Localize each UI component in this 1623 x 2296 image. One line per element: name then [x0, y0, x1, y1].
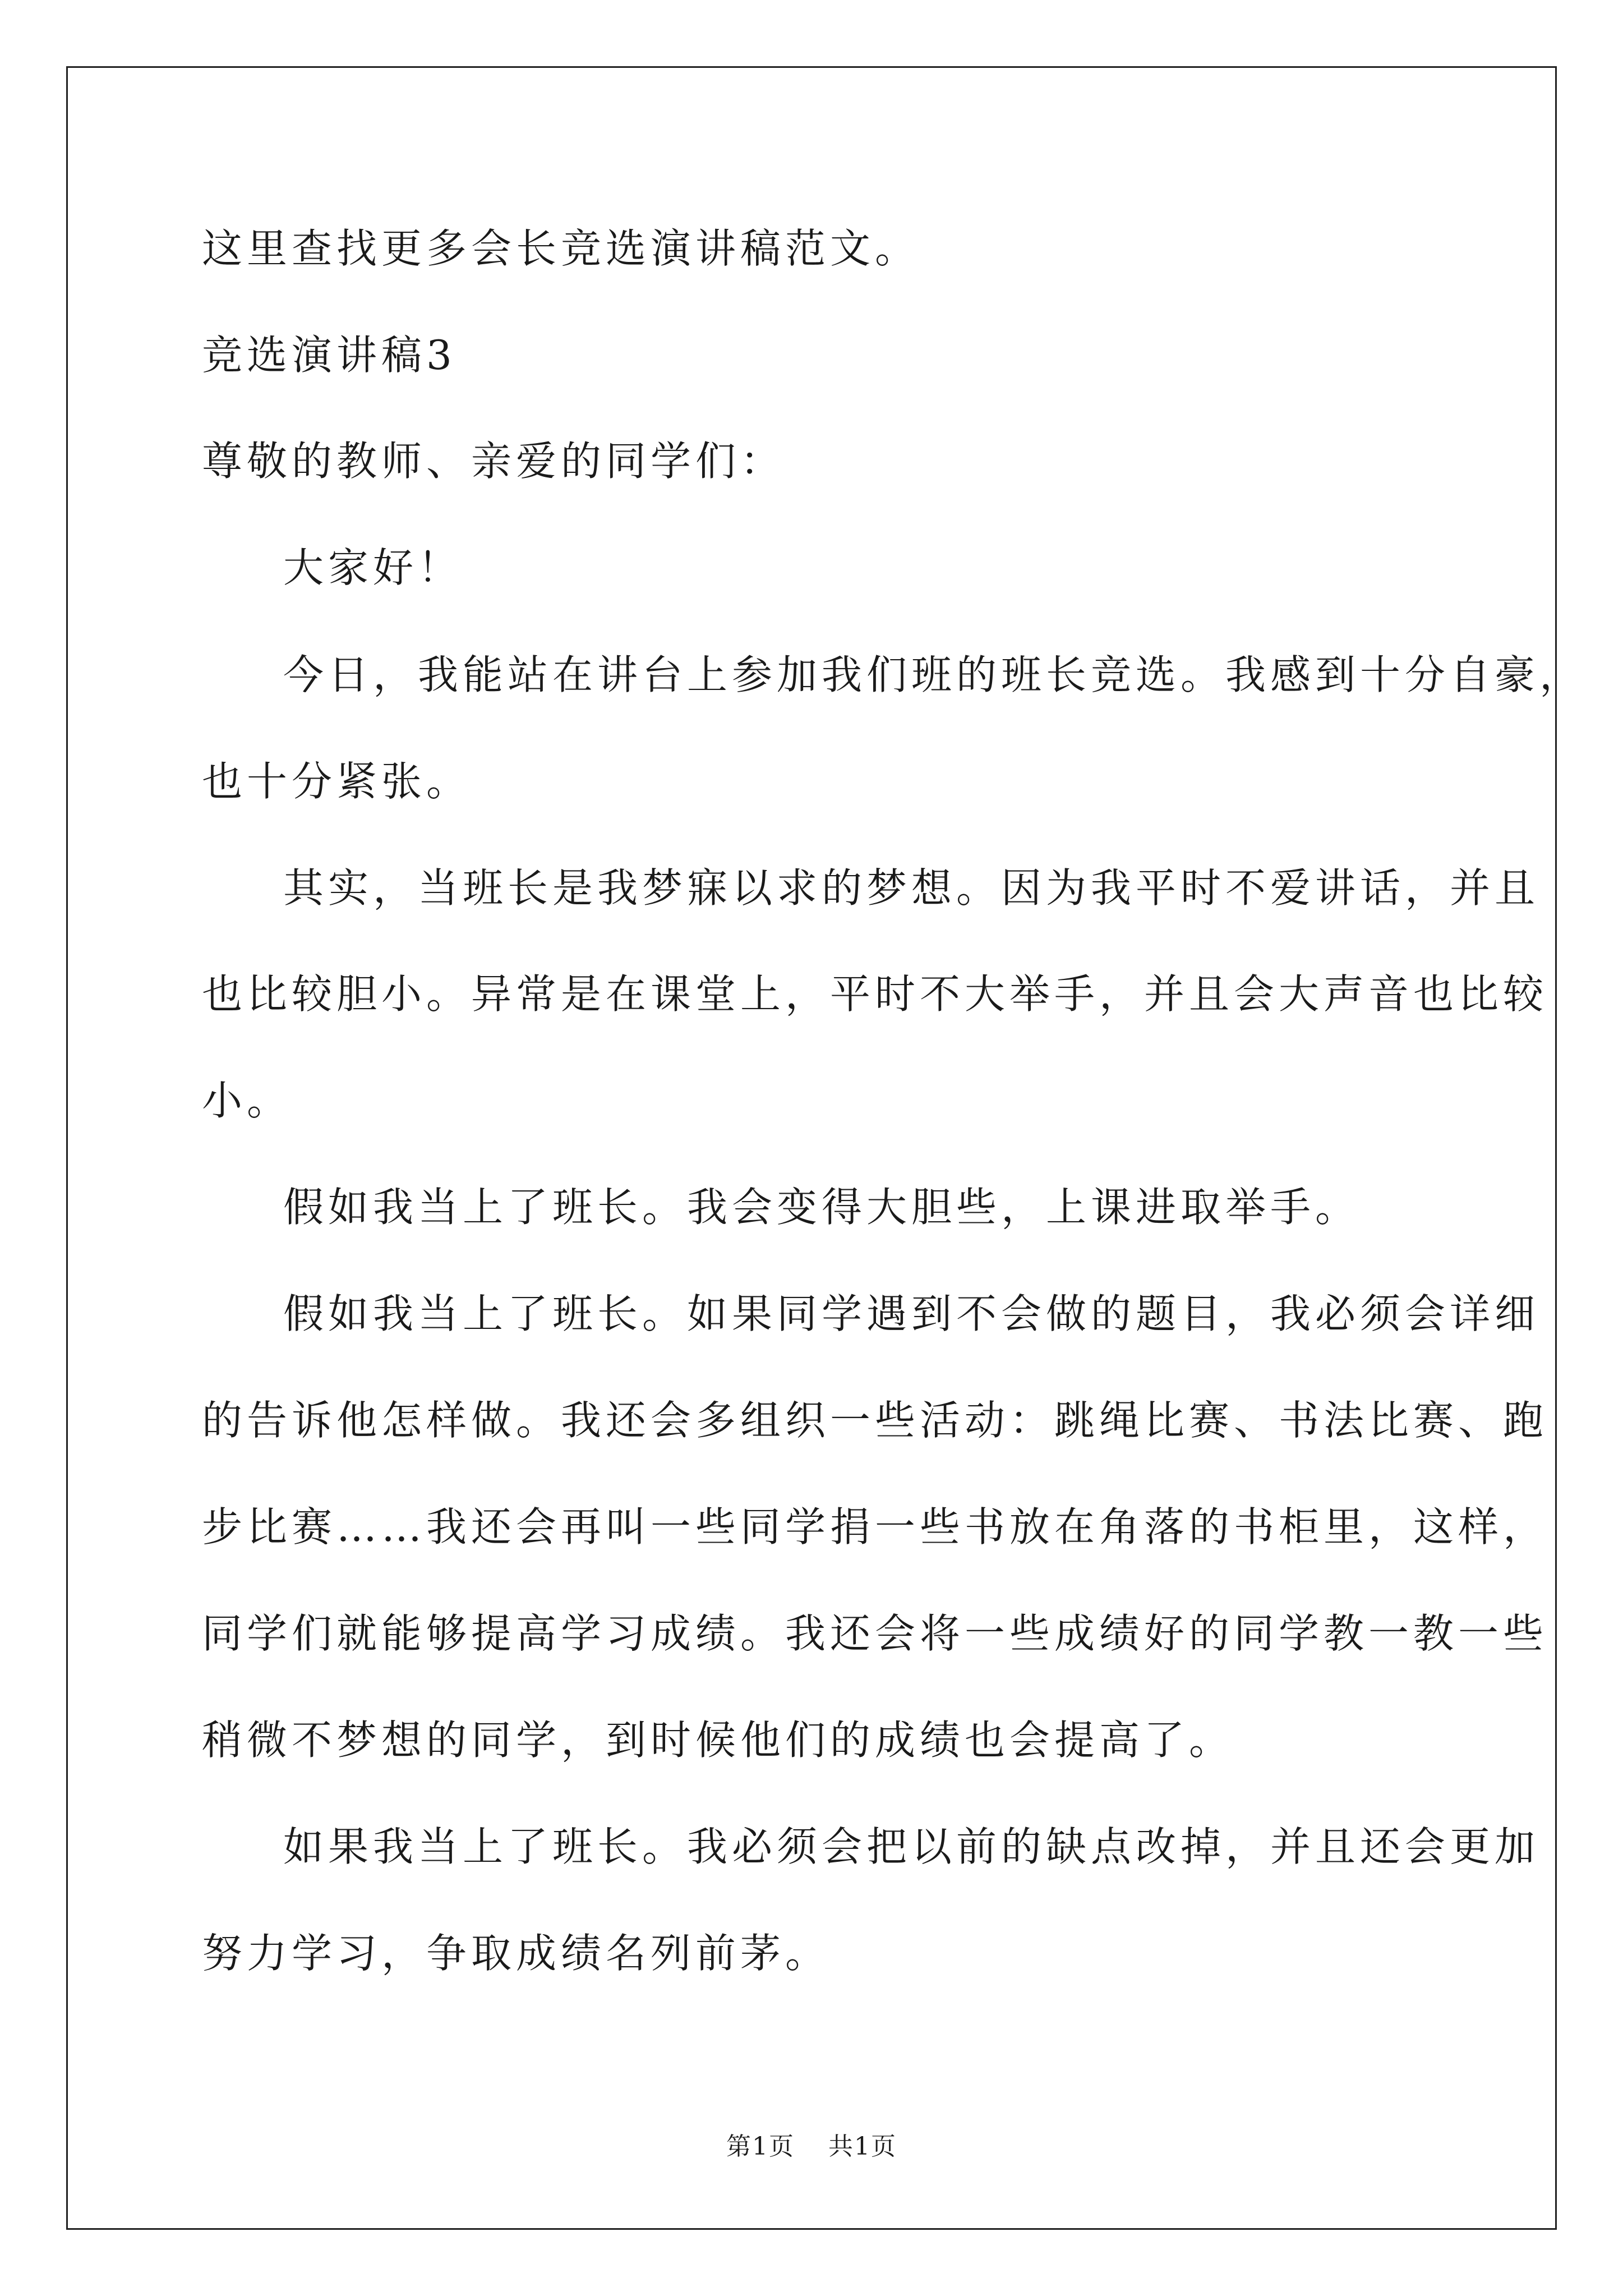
paragraph-line: 小。	[202, 1077, 292, 1124]
page-total: 共1页	[828, 2132, 897, 2161]
paragraph-line: 努力学习，争取成绩名列前茅。	[202, 1930, 831, 1977]
paragraph-line: 假如我当上了班长。如果同学遇到不会做的题目，我必须会详细	[283, 1290, 1540, 1337]
paragraph-line: 今日，我能站在讲台上参加我们班的班长竞选。我感到十分自豪，	[283, 651, 1585, 698]
page-footer	[0, 2130, 1623, 2164]
text-line: 这里查找更多会长竞选演讲稿范文。	[202, 225, 920, 272]
paragraph-line: 也十分紧张。	[202, 758, 472, 805]
paragraph-line: 同学们就能够提高学习成绩。我还会将一些成绩好的同学教一教一些	[202, 1610, 1548, 1657]
salutation: 尊敬的教师、亲爱的同学们：	[202, 438, 786, 485]
paragraph-line: 稍微不梦想的同学，到时候他们的成绩也会提高了。	[202, 1717, 1234, 1764]
paragraph-line: 步比赛……我还会再叫一些同学捐一些书放在角落的书柜里，这样，	[202, 1503, 1548, 1550]
paragraph-line: 其实，当班长是我梦寐以求的梦想。因为我平时不爱讲话，并且	[283, 864, 1540, 912]
paragraph-line: 也比较胆小。异常是在课堂上，平时不大举手，并且会大声音也比较	[202, 970, 1548, 1018]
page-number: 第1页	[726, 2132, 795, 2161]
page-border	[66, 66, 1557, 2230]
paragraph-line: 如果我当上了班长。我必须会把以前的缺点改掉，并且还会更加	[283, 1823, 1540, 1870]
paragraph-line: 假如我当上了班长。我会变得大胆些，上课进取举手。	[283, 1184, 1361, 1231]
heading-speech-3: 竞选演讲稿3	[202, 332, 457, 379]
paragraph-line: 的告诉他怎样做。我还会多组织一些活动：跳绳比赛、书法比赛、跑	[202, 1397, 1548, 1444]
greeting: 大家好！	[283, 544, 463, 591]
